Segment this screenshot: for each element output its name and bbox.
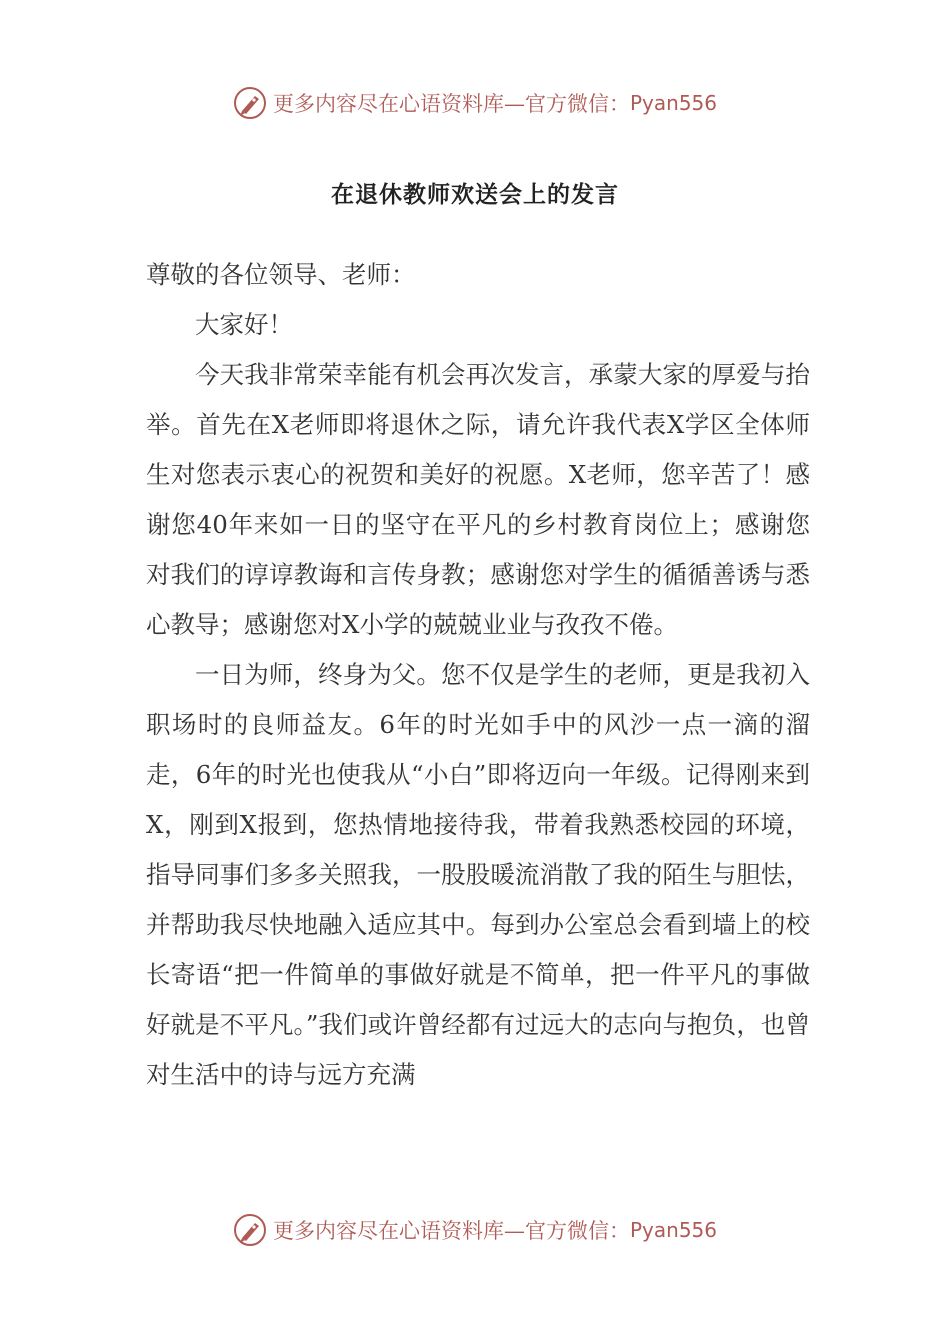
paragraph: 今天我非常荣幸能有机会再次发言，承蒙大家的厚爱与抬举。首先在X老师即将退休之际，请允许我代表X学区全体师生对您表示衷心的祝贺和美好的祝愿。X老师，您辛苦了！感谢您40年来如一日的坚守在平凡的乡村教育岗位上；感谢您对我们的谆谆教诲和言传身教；感谢您对学生的循循善诱与悉心教导；感谢您对X小学的兢兢业业与孜孜不倦。 [146, 360, 810, 639]
header-banner [0, 83, 950, 123]
pen-nib-logo-icon [233, 1213, 267, 1247]
header-wechat-id: Pyan556 [629, 91, 717, 115]
document-title: 在退休教师欢送会上的发言 [331, 182, 619, 208]
footer-banner-text: 更多内容尽在心语资料库—官方微信： [272, 1219, 630, 1243]
paragraph: 大家好！ [195, 310, 293, 339]
pen-nib-logo-icon [233, 86, 267, 120]
paragraph: 一日为师，终身为父。您不仅是学生的老师，更是我初入职场时的良师益友。6年的时光如手中的风沙一点一滴的溜走，6年的时光也使我从“小白”即将迈向一年级。记得刚来到X，刚到X报到，您热情地接待我，带着我熟悉校园的环境，指导同事们多多关照我，一股股暖流消散了我的陌生与胆怯，并帮助我尽快地融入适应其中。每到办公室总会看到墙上的校长寄语“把一件简单的事做好就是不简单，把一件平凡的事做好就是不平凡。”我们或许曾经都有过远大的志向与抱负，也曾对生活中的诗与远方充满 [146, 660, 810, 1089]
footer-wechat-id: Pyan556 [629, 1218, 717, 1242]
salutation: 尊敬的各位领导、老师： [146, 260, 416, 289]
document-body [146, 250, 810, 1100]
footer-banner [0, 1210, 950, 1250]
header-banner-text: 更多内容尽在心语资料库—官方微信： [272, 92, 630, 116]
